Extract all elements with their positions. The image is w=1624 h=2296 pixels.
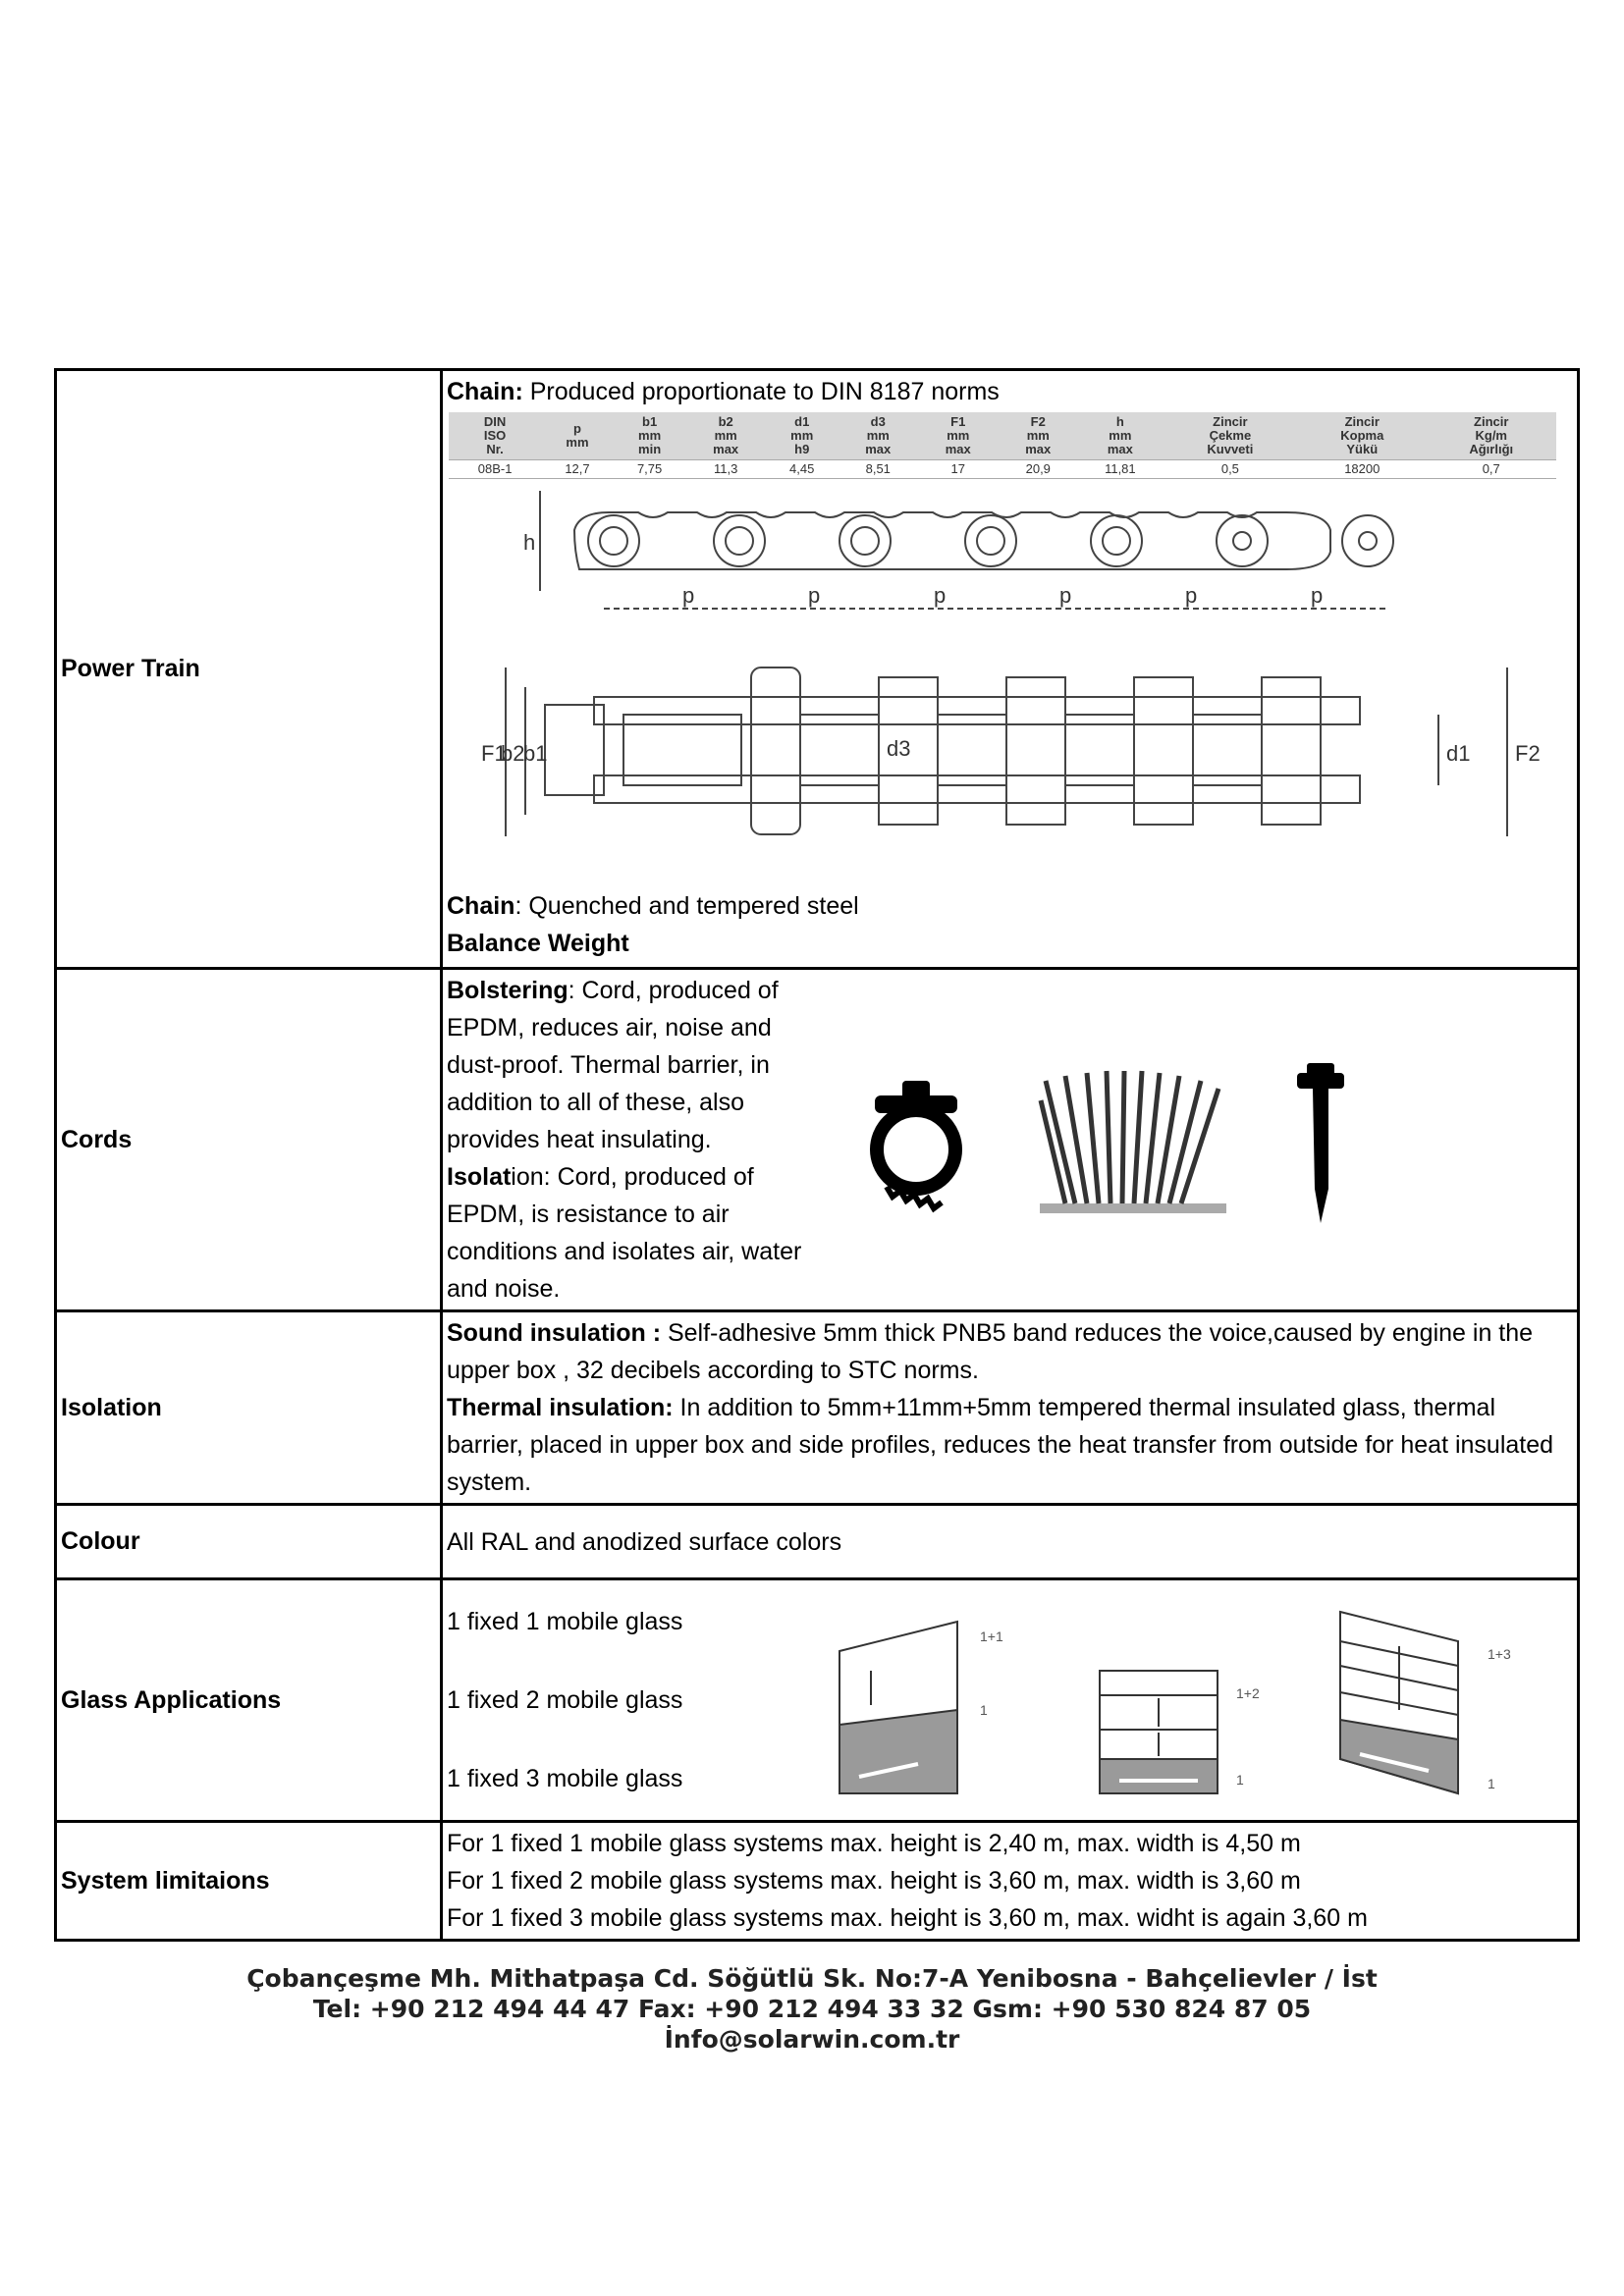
- footer-email: İnfo@solarwin.com.tr: [664, 2025, 960, 2054]
- glass-option: 1 fixed 1 mobile glass: [447, 1608, 683, 1635]
- spec-table: [54, 368, 1580, 1942]
- chain-spec-header-line: mm: [1109, 428, 1132, 443]
- glass-diagram-1-plus-3: [1340, 1612, 1511, 1793]
- glass-option: 1 fixed 3 mobile glass: [447, 1765, 683, 1792]
- chain-spec-value-cell: 8,51: [839, 460, 919, 479]
- material-key: Chain: [447, 892, 515, 920]
- chain-spec-header-line: max: [713, 442, 739, 456]
- chain-spec-header-line: h: [1115, 414, 1124, 429]
- chain-spec-header-line: Yükü: [1346, 442, 1379, 456]
- footer: [0, 1963, 1624, 2055]
- bolstering-key: Bolstering: [447, 977, 568, 1004]
- dim-p-label: p: [1059, 583, 1072, 608]
- isolation-content: [442, 1311, 1579, 1505]
- chain-spec-header-line: max: [1107, 442, 1133, 456]
- dim-p-label: p: [1185, 583, 1198, 608]
- material-text: : Quenched and tempered steel: [514, 892, 859, 920]
- dim-b1-label: b1: [523, 741, 548, 766]
- bolstering-text: : Cord, produced of EPDM, reduces air, noise and dust-proof. Thermal barrier, in addition to all of these, also provides heat insulating.: [447, 977, 779, 1153]
- chain-spec-value-cell: 0,5: [1163, 460, 1298, 479]
- chain-spec-header-line: DIN: [483, 414, 507, 429]
- label-cords: Cords: [56, 969, 442, 1311]
- chain-spec-header-line: Kuvveti: [1207, 442, 1254, 456]
- chain-spec-header-cell: [1163, 412, 1298, 460]
- chain-spec-header-line: mm: [638, 428, 662, 443]
- row-power-train: [56, 370, 1579, 969]
- chain-spec-header-cell: [449, 412, 541, 460]
- chain-spec-header-line: mm: [566, 435, 589, 450]
- chain-spec-header-line: Zincir: [1474, 414, 1509, 429]
- dim-p-label: p: [934, 583, 947, 608]
- chain-key: Chain:: [447, 378, 523, 405]
- chain-spec-header-cell: [918, 412, 999, 460]
- chain-spec-header-line: Nr.: [486, 442, 504, 456]
- chain-spec-header-line: mm: [1026, 428, 1050, 443]
- row-cords: [56, 969, 1579, 1311]
- label-colour: Colour: [56, 1505, 442, 1579]
- chain-spec-header-line: Kopma: [1340, 428, 1384, 443]
- glass-1-3-top: 1+3: [1488, 1646, 1511, 1662]
- chain-norm-text: Produced proportionate to DIN 8187 norms: [522, 378, 1000, 405]
- chain-spec-header-cell: [685, 412, 766, 460]
- chain-spec-header-line: h9: [794, 442, 810, 456]
- thermal-insulation-text: In addition to 5mm+11mm+5mm tempered thermal insulated glass, thermal barrier, placed in upper box and side profiles, reduces the heat transfer from outside for heat insulated system.: [447, 1394, 1554, 1496]
- glass-diagram-1-plus-1: [839, 1622, 1003, 1793]
- chain-spec-header-line: d3: [870, 414, 886, 429]
- isolation-cord-text: : Cord, produced of EPDM, is resistance to air conditions and isolates air, water and noise.: [447, 1163, 802, 1303]
- sound-insulation-text: Self-adhesive 5mm thick PNB5 band reduces the voice,caused by engine in the upper box , 32 decibels according to STC norms.: [447, 1319, 1534, 1384]
- label-isolation: Isolation: [56, 1311, 442, 1505]
- chain-spec-header-line: Çekme: [1209, 428, 1252, 443]
- isolation-key-suffix: ion: [511, 1163, 544, 1191]
- chain-spec-header-line: b2: [718, 414, 733, 429]
- chain-spec-header-line: Kg/m: [1475, 428, 1507, 443]
- chain-spec-value-cell: 4,45: [766, 460, 839, 479]
- chain-spec-value-cell: 7,75: [614, 460, 686, 479]
- chain-spec-header-line: max: [945, 442, 971, 456]
- chain-spec-header-line: p: [573, 421, 581, 436]
- chain-spec-header-line: Zincir: [1344, 414, 1380, 429]
- chain-spec-value-cell: 11,81: [1078, 460, 1163, 479]
- chain-spec-header-cell: [839, 412, 919, 460]
- glass-1-1-top: 1+1: [980, 1629, 1003, 1644]
- glass-1-3-bottom: 1: [1488, 1776, 1495, 1791]
- chain-spec-header-line: Ağırlığı: [1469, 442, 1514, 456]
- chain-spec-header-line: max: [865, 442, 892, 456]
- chain-spec-value-cell: 17: [918, 460, 999, 479]
- chain-spec-header-line: max: [1025, 442, 1052, 456]
- chain-spec-header-cell: [1426, 412, 1556, 460]
- chain-spec-header-cell: [999, 412, 1079, 460]
- thermal-insulation-key: Thermal insula: [447, 1394, 621, 1421]
- limitation-line: For 1 fixed 2 mobile glass systems max. height is 3,60 m, max. width is 3,60 m: [447, 1867, 1301, 1895]
- footer-address: Çobançeşme Mh. Mithatpaşa Cd. Söğütlü Sk. No:7-A Yenibosna - Bahçelievler / İst: [246, 1964, 1378, 1993]
- power-train-content: [442, 370, 1579, 969]
- row-glass-applications: [56, 1579, 1579, 1822]
- glass-1-2-bottom: 1: [1236, 1772, 1244, 1788]
- chain-spec-header-row: [449, 412, 1556, 460]
- cords-content: [442, 969, 1579, 1311]
- chain-spec-header-line: F1: [950, 414, 966, 429]
- row-colour: [56, 1505, 1579, 1579]
- chain-spec-header-line: d1: [794, 414, 810, 429]
- glass-content: [442, 1579, 1579, 1822]
- dim-d1-label: d1: [1446, 741, 1471, 766]
- chain-spec-value-cell: 18200: [1298, 460, 1426, 479]
- chain-spec-header-line: mm: [947, 428, 970, 443]
- glass-diagrams: [820, 1602, 1546, 1798]
- dim-p-label: p: [682, 583, 695, 608]
- label-glass-applications: Glass Applications: [56, 1579, 442, 1822]
- limitation-line: For 1 fixed 3 mobile glass systems max. height is 3,60 m, max. widht is again 3,60 m: [447, 1904, 1368, 1932]
- colour-text: All RAL and anodized surface colors: [442, 1505, 1579, 1579]
- brush-seal-icon: [1040, 1071, 1226, 1213]
- chain-spec-header-line: ISO: [483, 428, 507, 443]
- glass-option: 1 fixed 2 mobile glass: [447, 1686, 683, 1714]
- dim-f2-label: F2: [1515, 741, 1541, 766]
- label-system-limitations: System limitaions: [56, 1822, 442, 1941]
- chain-spec-header-line: min: [638, 442, 662, 456]
- glass-1-2-top: 1+2: [1236, 1685, 1260, 1701]
- chain-spec-value-cell: 08B-1: [449, 460, 541, 479]
- balance-weight-heading: Balance Weight: [447, 930, 629, 957]
- chain-spec-value-cell: 0,7: [1426, 460, 1556, 479]
- chain-spec-value-cell: 12,7: [541, 460, 614, 479]
- glass-1-1-bottom: 1: [980, 1702, 988, 1718]
- cord-profile-images: [830, 1041, 1556, 1238]
- glass-diagram-1-plus-2: [1100, 1671, 1260, 1793]
- chain-spec-table: [449, 412, 1556, 479]
- chain-spec-value-cell: 20,9: [999, 460, 1079, 479]
- chain-spec-header-cell: [614, 412, 686, 460]
- chain-spec-header-line: F2: [1030, 414, 1046, 429]
- dim-h-label: h: [523, 530, 536, 555]
- chain-spec-header-cell: [541, 412, 614, 460]
- chain-diagram: [447, 481, 1556, 893]
- limitation-line: For 1 fixed 1 mobile glass systems max. height is 2,40 m, max. width is 4,50 m: [447, 1830, 1301, 1857]
- chain-spec-header-line: Zincir: [1213, 414, 1248, 429]
- thermal-insulation-key-suffix: tion:: [620, 1394, 674, 1421]
- chain-spec-value-row: [449, 460, 1556, 479]
- chain-spec-header-cell: [1298, 412, 1426, 460]
- dim-b2-label: b2: [501, 741, 525, 766]
- t-profile-cord-icon: [1297, 1063, 1344, 1223]
- sound-insulation-key: Sound insulation :: [447, 1319, 662, 1347]
- row-system-limitations: [56, 1822, 1579, 1941]
- dim-p-label: p: [808, 583, 821, 608]
- chain-spec-header-cell: [766, 412, 839, 460]
- chain-spec-header-line: mm: [866, 428, 890, 443]
- chain-spec-value-cell: 11,3: [685, 460, 766, 479]
- chain-spec-header-line: b1: [642, 414, 658, 429]
- row-isolation: [56, 1311, 1579, 1505]
- round-cord-icon: [875, 1081, 957, 1208]
- limitations-content: [442, 1822, 1579, 1941]
- dim-d3-label: d3: [887, 736, 911, 761]
- chain-spec-header-cell: [1078, 412, 1163, 460]
- dim-f1-label: F1: [481, 741, 507, 766]
- dim-p-label: p: [1311, 583, 1324, 608]
- isolation-key: Isolat: [447, 1163, 512, 1191]
- label-power-train: Power Train: [56, 370, 442, 969]
- chain-spec-header-line: mm: [790, 428, 814, 443]
- chain-spec-header-line: mm: [714, 428, 737, 443]
- footer-phones: Tel: +90 212 494 44 47 Fax: +90 212 494 33 32 Gsm: +90 530 824 87 05: [312, 1995, 1312, 2023]
